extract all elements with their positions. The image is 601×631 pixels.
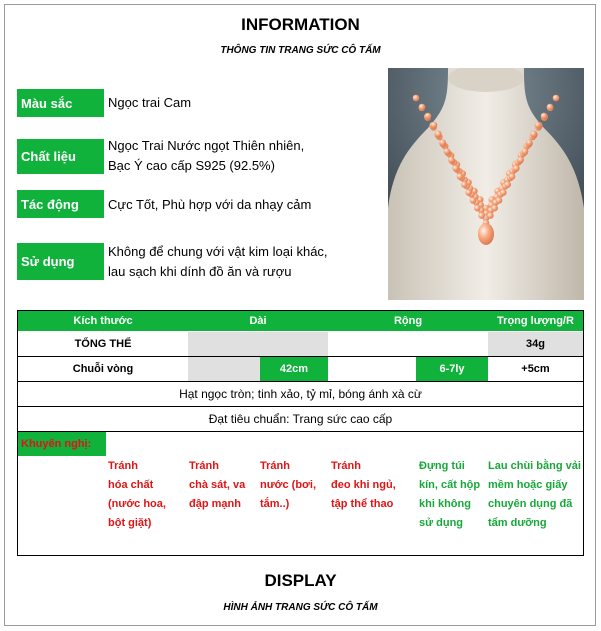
- page-subtitle: THÔNG TIN TRANG SỨC CÔ TẤM: [220, 45, 381, 56]
- row-total-name: TỔNG THỂ: [74, 338, 132, 350]
- attr-value-usage: Không để chung với vật kim loại khác, lau sạch khi dính đồ ăn và rượu: [108, 244, 328, 279]
- pearl-bead: [470, 197, 477, 204]
- pearl-bead: [413, 95, 420, 102]
- pearl-bead: [517, 157, 524, 164]
- pearl-bead: [526, 139, 533, 146]
- pearl-bead: [530, 131, 537, 138]
- pearl-bead: [474, 205, 481, 212]
- pearl-bead: [509, 173, 516, 180]
- pearl-bead: [457, 173, 464, 180]
- note-pearl-quality: Hạt ngọc tròn; tinh xảo, tỷ mỉ, bóng ánh xà cừ: [179, 387, 422, 401]
- pearl-bead: [425, 113, 432, 120]
- recommend-avoid-chemicals: Tránh hóa chất (nước hoa, bột giặt): [108, 460, 166, 529]
- note-standard: Đạt tiêu chuẩn: Trang sức cao cấp: [208, 412, 393, 426]
- recommend-store-box: Đựng túi kín, cất hộp khi không sử dụng: [419, 460, 481, 529]
- pearl-bead: [491, 205, 498, 212]
- attr-value-color: Ngọc trai Cam: [108, 95, 192, 110]
- row-chain-width: 6-7ly: [416, 357, 488, 381]
- recommend-label: Khuyến nghị:: [18, 432, 106, 456]
- col-length-header: Dài: [249, 315, 267, 327]
- col-width-header: Rộng: [393, 315, 423, 327]
- row-total-length: [188, 332, 328, 356]
- attr-value-material: Ngọc Trai Nước ngọt Thiên nhiên, Bạc Ý cao cấp S925 (92.5%): [108, 138, 305, 173]
- pearl-bead: [431, 122, 438, 129]
- recommend-avoid-sleep-sport: Tránh đeo khi ngủ, tập thể thao: [331, 460, 396, 510]
- recommend-clean-cloth: Lau chùi bằng vải mềm hoặc giấy chuyên dụng đã tẩm dưỡng: [488, 460, 581, 529]
- recommend-avoid-water: Tránh nước (bơi, tắm..): [260, 460, 316, 510]
- col-weight-header: Trọng lượng/R: [497, 315, 574, 327]
- pearl-bead: [513, 165, 520, 172]
- pearl-bead: [435, 131, 442, 138]
- row-total-weight: 34g: [488, 332, 583, 356]
- table-header: [18, 311, 583, 331]
- product-photo: [388, 68, 584, 300]
- pearl-bead: [522, 148, 529, 155]
- pearl-bead: [461, 181, 468, 188]
- row-chain-name: Chuỗi vòng: [72, 363, 134, 375]
- attr-label-material: Chất liệu: [17, 139, 104, 174]
- row-chain-length-pad: [188, 357, 260, 381]
- row-chain-width-pad: [328, 357, 416, 381]
- col-size-header: Kích thước: [73, 315, 133, 327]
- pearl-bead: [487, 212, 494, 219]
- pearl-bead: [500, 189, 507, 196]
- pearl-bead: [444, 148, 451, 155]
- pearl-bead: [504, 181, 511, 188]
- spec-table: [17, 310, 584, 556]
- pearl-bead: [547, 104, 554, 111]
- pearl-bead: [496, 197, 503, 204]
- row-chain-weight: +5cm: [521, 363, 550, 375]
- attr-label-color: Màu sắc: [17, 89, 104, 117]
- attr-label-usage: Sử dụng: [17, 243, 104, 280]
- pearl-bead: [452, 165, 459, 172]
- attr-value-effect: Cực Tốt, Phù hợp với da nhạy cảm: [108, 197, 312, 212]
- display-title: DISPLAY: [264, 571, 337, 590]
- pearl-bead: [535, 122, 542, 129]
- row-total-width: [328, 332, 488, 356]
- pearl-bead: [439, 139, 446, 146]
- necklace-illustration: [388, 68, 584, 300]
- pearl-bead: [448, 157, 455, 164]
- pearl-bead: [541, 113, 548, 120]
- row-chain-length: 42cm: [260, 357, 328, 381]
- page-title: INFORMATION: [241, 15, 360, 34]
- attr-label-effect: Tác động: [17, 190, 104, 218]
- pearl-bead: [465, 189, 472, 196]
- pearl-bead: [553, 95, 560, 102]
- pearl-bead: [478, 212, 485, 219]
- display-subtitle: HÌNH ẢNH TRANG SỨC CÔ TẤM: [223, 602, 378, 613]
- recommend-avoid-friction: Tránh chà sát, va đập mạnh: [189, 460, 246, 510]
- pearl-bead: [419, 104, 426, 111]
